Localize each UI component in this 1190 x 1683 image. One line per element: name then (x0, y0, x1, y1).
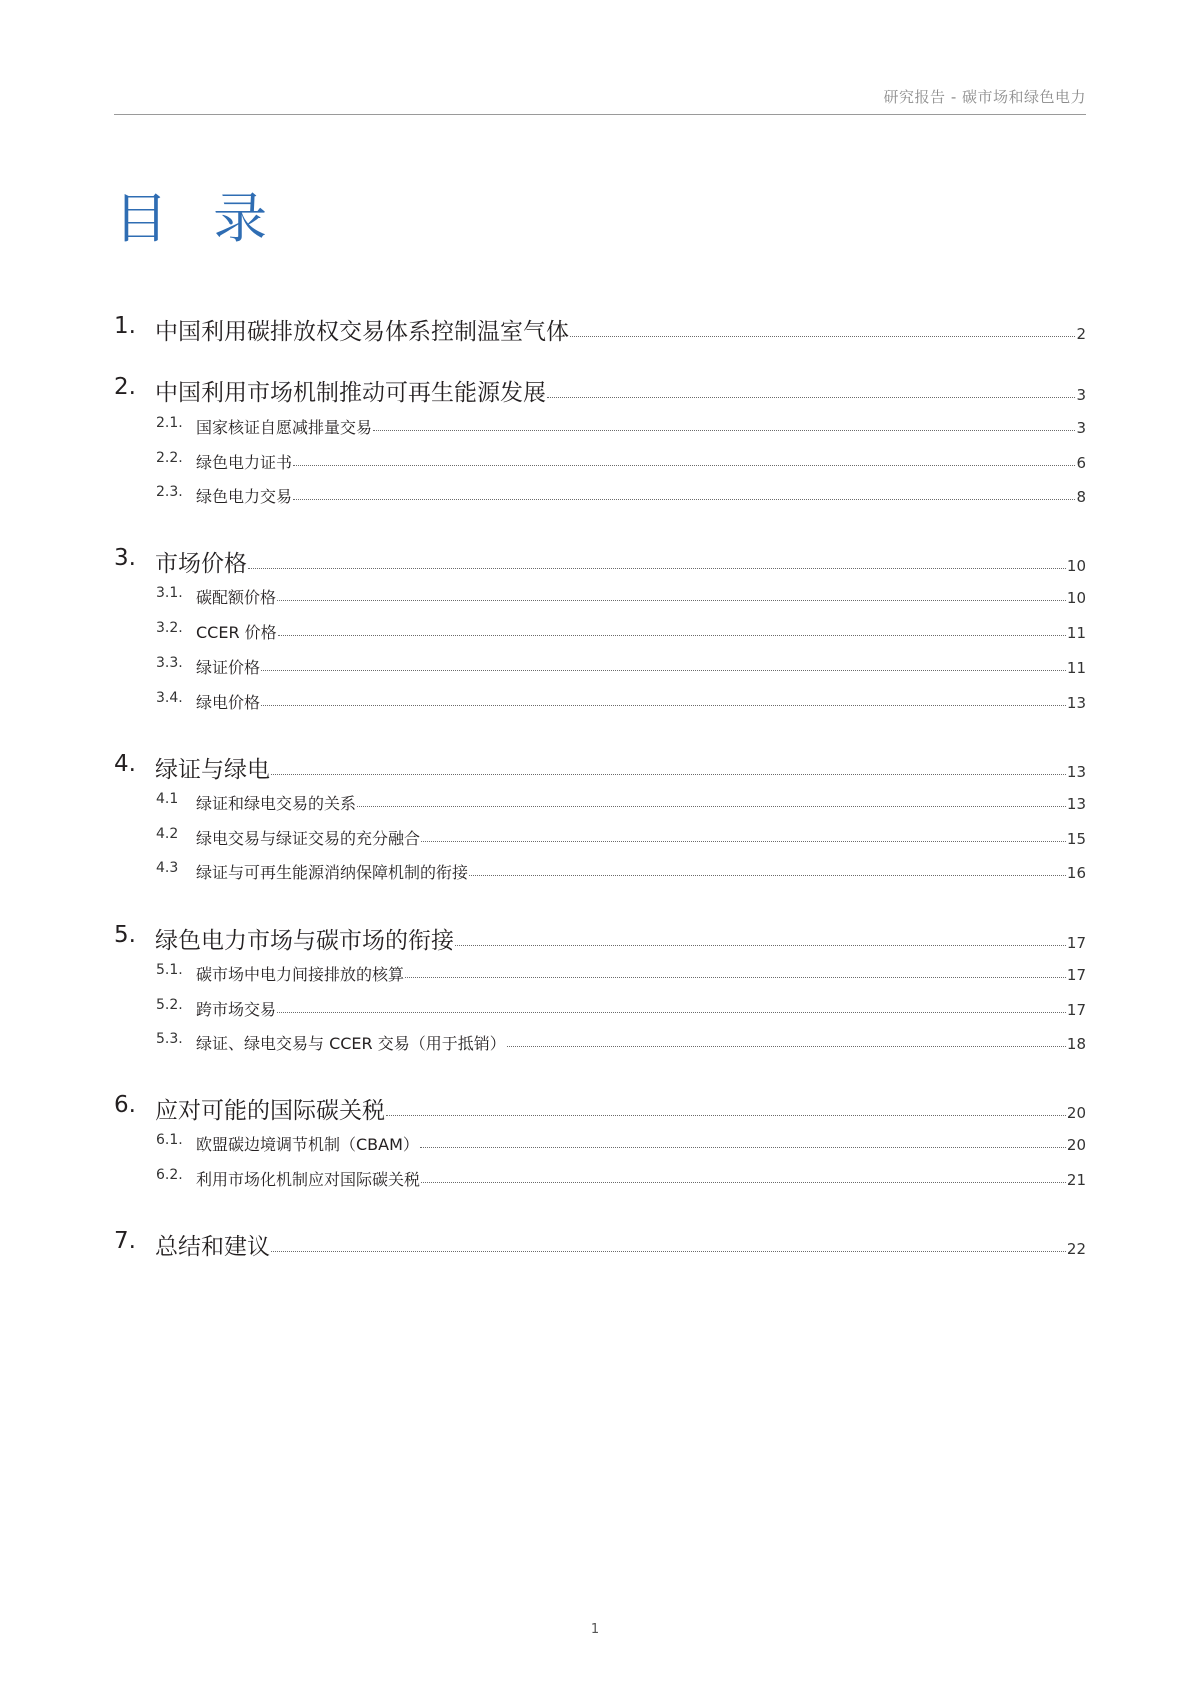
toc-entry-page: 6 (1076, 454, 1086, 472)
toc-entry-title: 国家核证自愿减排量交易 (196, 418, 373, 437)
toc-entry-number: 5.1. (156, 962, 183, 978)
toc-entry-6-2[interactable] (0, 1167, 1190, 1190)
toc-entry-title: 绿电价格 (196, 693, 261, 712)
toc-entry-page: 20 (1066, 1136, 1086, 1154)
toc-entry-3-4[interactable] (0, 690, 1190, 713)
toc-entry-5[interactable] (0, 922, 1190, 955)
toc-entry-title: 绿证与绿电 (155, 757, 270, 783)
dot-leader (271, 1251, 1066, 1252)
toc-entry-page: 20 (1066, 1104, 1086, 1122)
toc-entry-page: 17 (1066, 1001, 1086, 1019)
dot-leader (293, 499, 1075, 500)
toc-entry-5-2[interactable] (0, 997, 1190, 1020)
dot-leader (405, 977, 1066, 978)
dot-leader (261, 670, 1066, 671)
dot-leader (570, 336, 1075, 337)
toc-entry-number: 2.2. (156, 450, 183, 466)
toc-entry-number: 4.1 (156, 791, 179, 807)
toc-entry-title: 中国利用市场机制推动可再生能源发展 (155, 380, 546, 406)
toc-entry-page: 13 (1066, 694, 1086, 712)
page-title: 目 录 (114, 187, 282, 250)
toc-entry-3[interactable] (0, 545, 1190, 578)
toc-entry-3-1[interactable] (0, 585, 1190, 608)
header-divider (114, 114, 1086, 115)
dot-leader (293, 465, 1075, 466)
toc-entry-number: 2. (114, 374, 136, 400)
dot-leader (507, 1046, 1066, 1047)
toc-entry-title: 中国利用碳排放权交易体系控制温室气体 (155, 319, 569, 345)
toc-entry-title: 碳配额价格 (196, 588, 277, 607)
page-number: 1 (590, 1622, 600, 1637)
toc-entry-4-1[interactable] (0, 791, 1190, 814)
dot-leader (271, 774, 1066, 775)
toc-entry-number: 2.3. (156, 484, 183, 500)
toc-entry-page: 10 (1066, 557, 1086, 575)
toc-entry-page: 3 (1076, 419, 1086, 437)
toc-entry-4[interactable] (0, 751, 1190, 784)
toc-entry-title: 市场价格 (155, 551, 247, 577)
toc-entry-7[interactable] (0, 1228, 1190, 1261)
dot-leader (386, 1115, 1066, 1116)
toc-entry-title: CCER 价格 (196, 623, 277, 642)
toc-entry-number: 5.2. (156, 997, 183, 1013)
dot-leader (421, 841, 1066, 842)
toc-entry-4-3[interactable] (0, 860, 1190, 883)
toc-entry-page: 22 (1066, 1240, 1086, 1258)
toc-entry-page: 18 (1066, 1035, 1086, 1053)
toc-entry-2-3[interactable] (0, 484, 1190, 507)
toc-entry-5-3[interactable] (0, 1031, 1190, 1054)
dot-leader (357, 806, 1066, 807)
dot-leader (420, 1147, 1066, 1148)
toc-entry-page: 16 (1066, 864, 1086, 882)
toc-entry-title: 绿色电力市场与碳市场的衔接 (155, 928, 454, 954)
dot-leader (277, 600, 1066, 601)
toc-entry-number: 6.1. (156, 1132, 183, 1148)
toc-entry-number: 4.3 (156, 860, 179, 876)
dot-leader (261, 705, 1066, 706)
toc-entry-title: 绿证价格 (196, 658, 261, 677)
toc-entry-page: 13 (1066, 763, 1086, 781)
toc-entry-number: 5. (114, 922, 136, 948)
toc-entry-page: 17 (1066, 966, 1086, 984)
toc-entry-title: 应对可能的国际碳关税 (155, 1098, 385, 1124)
toc-entry-5-1[interactable] (0, 962, 1190, 985)
dot-leader (277, 1012, 1066, 1013)
toc-entry-6-1[interactable] (0, 1132, 1190, 1155)
toc-entry-title: 绿证、绿电交易与 CCER 交易（用于抵销） (196, 1034, 506, 1053)
toc-entry-page: 11 (1066, 624, 1086, 642)
toc-entry-1[interactable] (0, 313, 1190, 346)
dot-leader (469, 875, 1066, 876)
toc-entry-page: 15 (1066, 830, 1086, 848)
toc-entry-page: 2 (1076, 325, 1086, 343)
toc-entry-page: 11 (1066, 659, 1086, 677)
toc-entry-number: 6. (114, 1092, 136, 1118)
dot-leader (421, 1182, 1066, 1183)
dot-leader (547, 397, 1075, 398)
toc-entry-title: 碳市场中电力间接排放的核算 (196, 965, 405, 984)
toc-entry-2-1[interactable] (0, 415, 1190, 438)
toc-entry-title: 绿色电力证书 (196, 453, 293, 472)
toc-entry-title: 利用市场化机制应对国际碳关税 (196, 1170, 421, 1189)
toc-entry-number: 3. (114, 545, 136, 571)
toc-entry-title: 绿电交易与绿证交易的充分融合 (196, 829, 421, 848)
toc-entry-number: 7. (114, 1228, 136, 1254)
toc-entry-page: 8 (1076, 488, 1086, 506)
toc-entry-3-2[interactable] (0, 620, 1190, 643)
toc-entry-number: 3.3. (156, 655, 183, 671)
toc-entry-title: 绿证和绿电交易的关系 (196, 794, 357, 813)
toc-entry-3-3[interactable] (0, 655, 1190, 678)
running-header: 研究报告 - 碳市场和绿色电力 (883, 88, 1086, 106)
dot-leader (248, 568, 1066, 569)
toc-entry-number: 5.3. (156, 1031, 183, 1047)
toc-entry-page: 21 (1066, 1171, 1086, 1189)
dot-leader (278, 635, 1066, 636)
toc-entry-number: 3.4. (156, 690, 183, 706)
toc-entry-title: 绿证与可再生能源消纳保障机制的衔接 (196, 863, 469, 882)
toc-entry-number: 1. (114, 313, 136, 339)
toc-entry-page: 10 (1066, 589, 1086, 607)
toc-entry-2[interactable] (0, 374, 1190, 407)
toc-entry-number: 3.2. (156, 620, 183, 636)
toc-entry-page: 3 (1076, 386, 1086, 404)
toc-entry-number: 2.1. (156, 415, 183, 431)
toc-entry-number: 6.2. (156, 1167, 183, 1183)
toc-entry-4-2[interactable] (0, 826, 1190, 849)
dot-leader (455, 945, 1066, 946)
dot-leader (373, 430, 1075, 431)
toc-entry-2-2[interactable] (0, 450, 1190, 473)
toc-entry-title: 欧盟碳边境调节机制（CBAM） (196, 1135, 419, 1154)
toc-entry-6[interactable] (0, 1092, 1190, 1125)
toc-entry-number: 3.1. (156, 585, 183, 601)
toc-entry-number: 4. (114, 751, 136, 777)
toc-entry-title: 跨市场交易 (196, 1000, 277, 1019)
toc-entry-page: 13 (1066, 795, 1086, 813)
toc-entry-number: 4.2 (156, 826, 179, 842)
toc-entry-title: 绿色电力交易 (196, 487, 293, 506)
toc-entry-page: 17 (1066, 934, 1086, 952)
toc-entry-title: 总结和建议 (155, 1234, 270, 1260)
